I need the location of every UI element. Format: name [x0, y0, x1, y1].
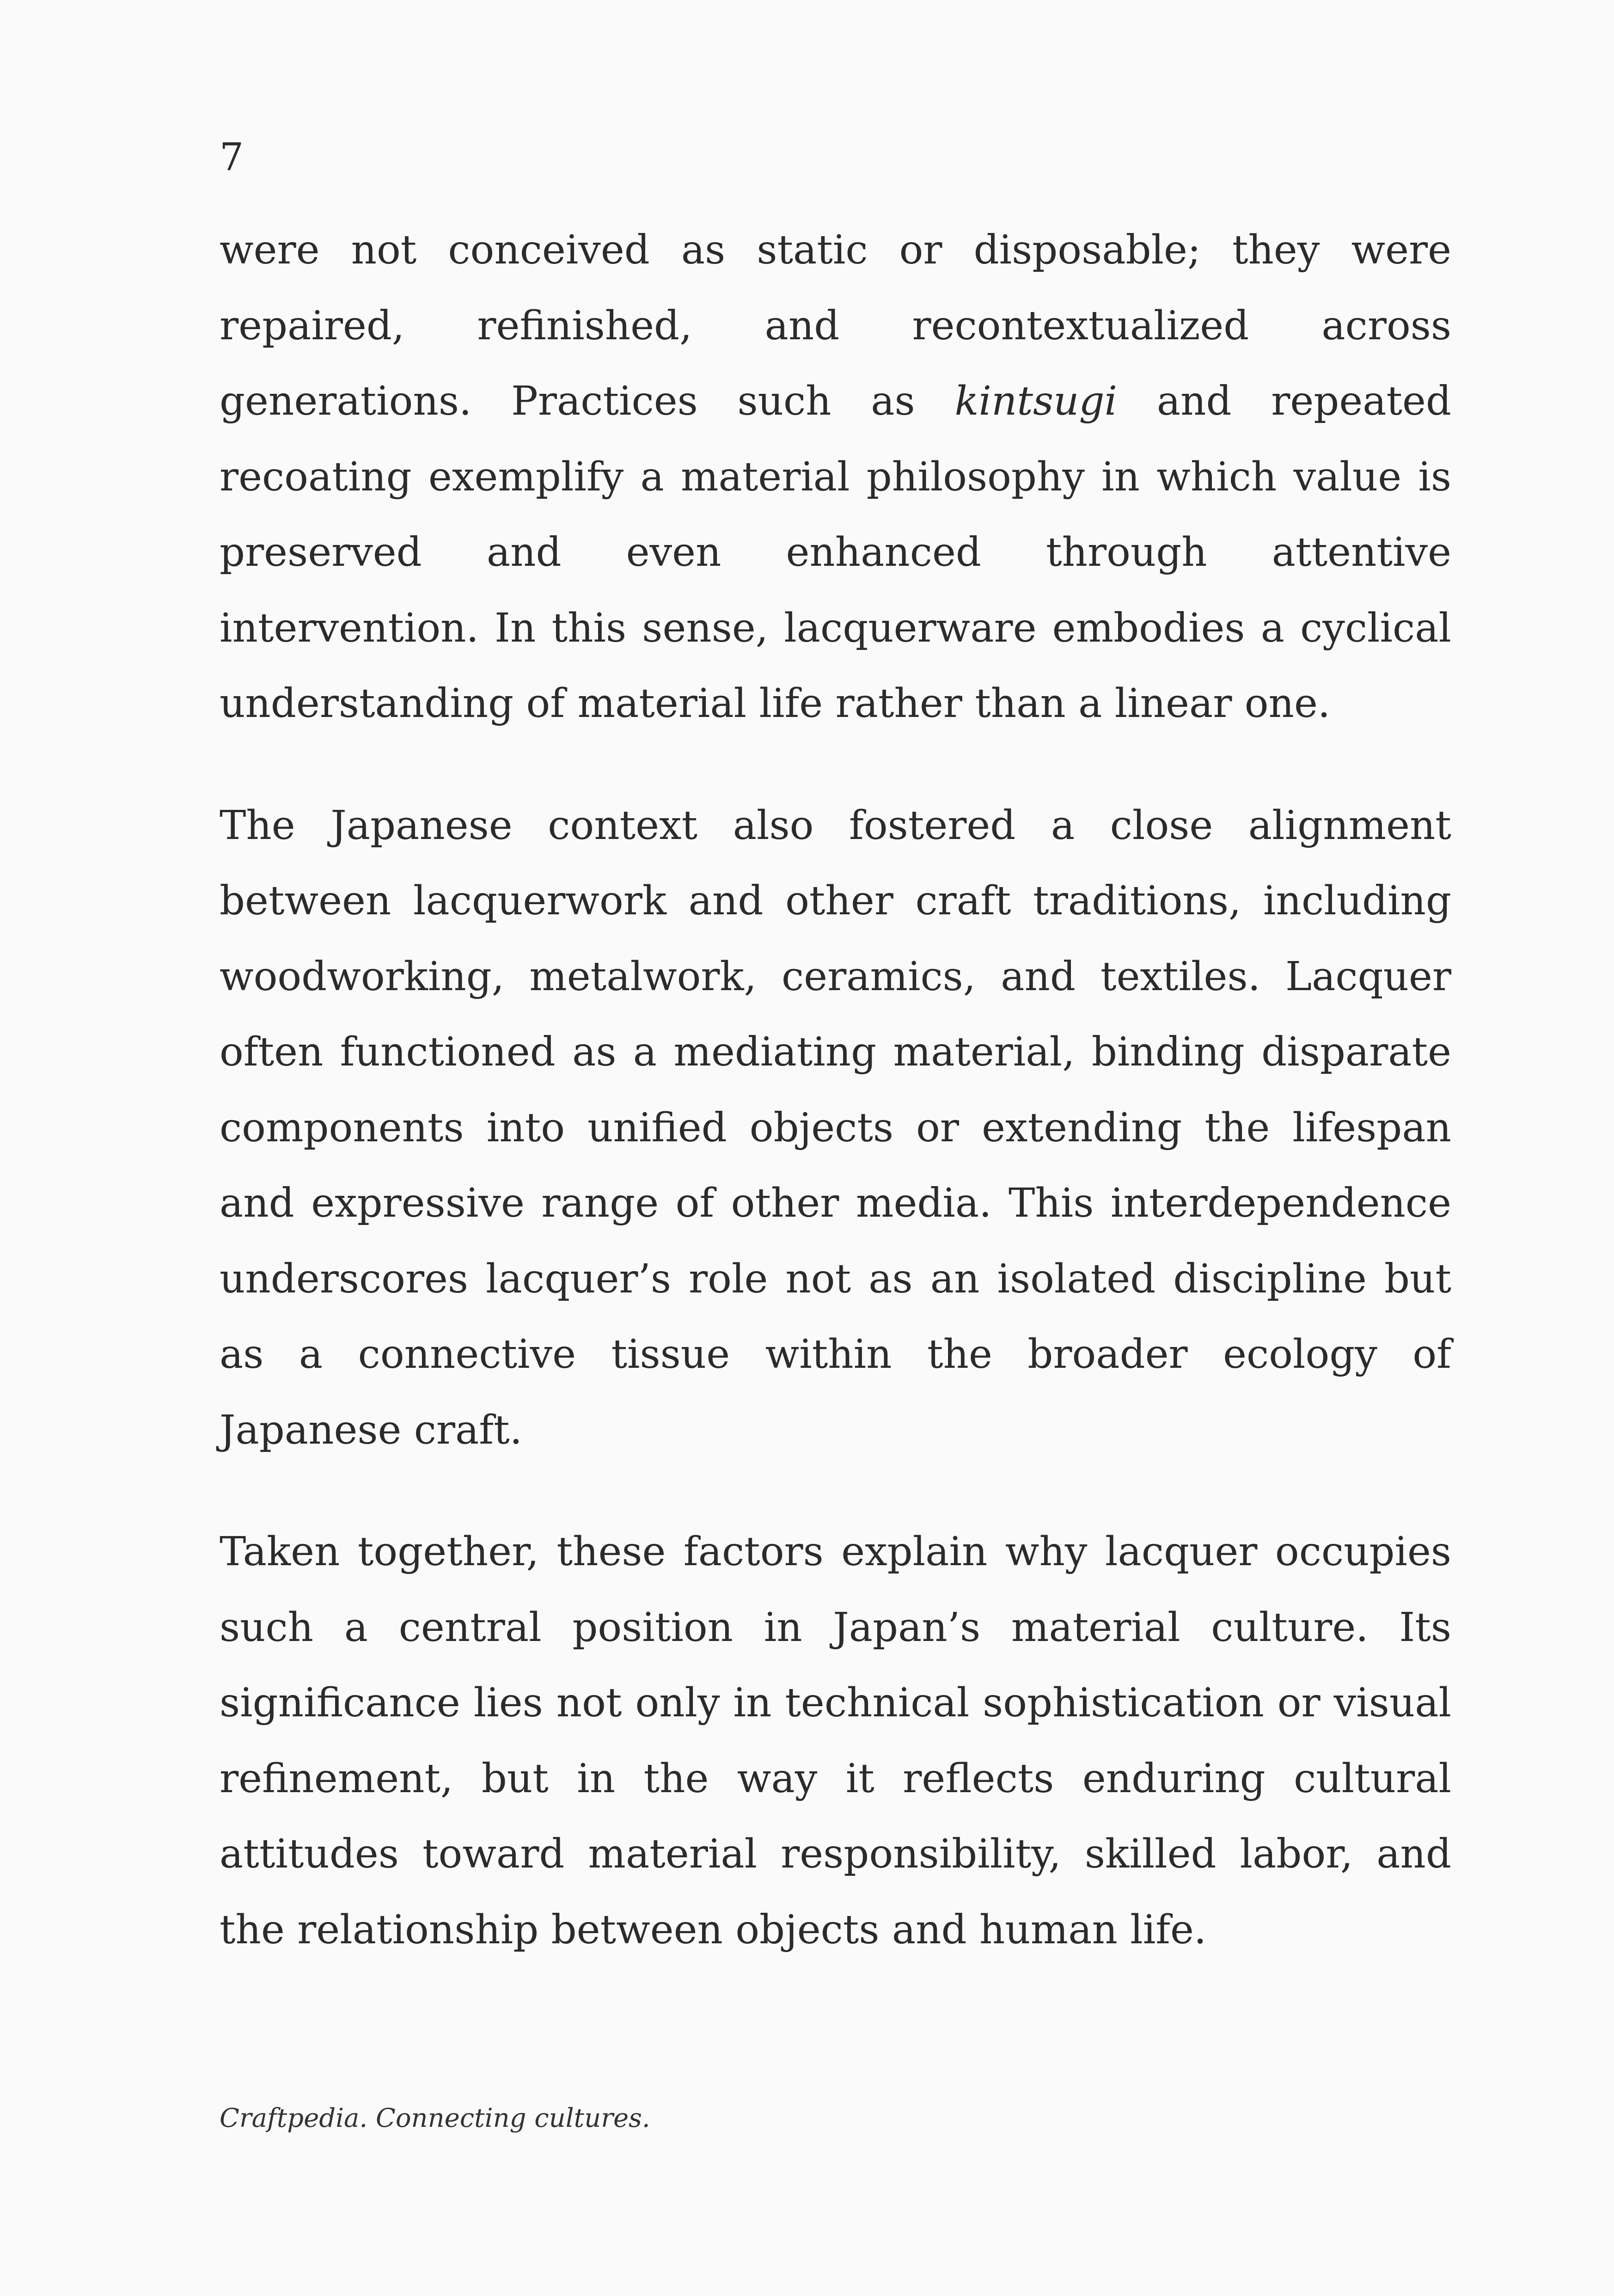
paragraph-1-text-end: and repeated recoating exemplify a material philosophy in which value is preserved and even enhanced through attentive intervention. In this sense, lacquerware embodies a cyclical understanding of material life rather than a linear one. — [220, 378, 1451, 727]
paragraph-2: The Japanese context also fostered a close alignment between lacquerwork and other craft traditions, including woodworking, metalwork, ceramics, and textiles. Lacquer often functioned as a mediating material, binding disparate components into unified objects or extending the lifespan and expressive range of other media. This interdependence underscores lacquer’s role not as an isolated discipline but as a connective tissue within the broader ecology of Japanese craft. — [220, 802, 1451, 1453]
kintsugi-term: kintsugi — [954, 378, 1118, 424]
footer-tagline: Craftpedia. Connecting cultures. — [220, 2103, 650, 2133]
body-text — [220, 213, 1451, 1968]
paragraph-1 — [220, 213, 1451, 742]
paragraph-3: Taken together, these factors explain why lacquer occupies such a central position in Japan’s material culture. Its significance lies not only in technical sophistication or visual refinement, but in the way it reflects enduring cultural attitudes toward material responsibility, skilled labor, and the relationship between objects and human life. — [220, 1529, 1451, 1953]
paragraph-1-text-start: were not conceived as static or disposable; they were repaired, refinished, and recontextualized across generations. Practices such as — [220, 227, 1451, 424]
page-number: 7 — [220, 135, 244, 179]
